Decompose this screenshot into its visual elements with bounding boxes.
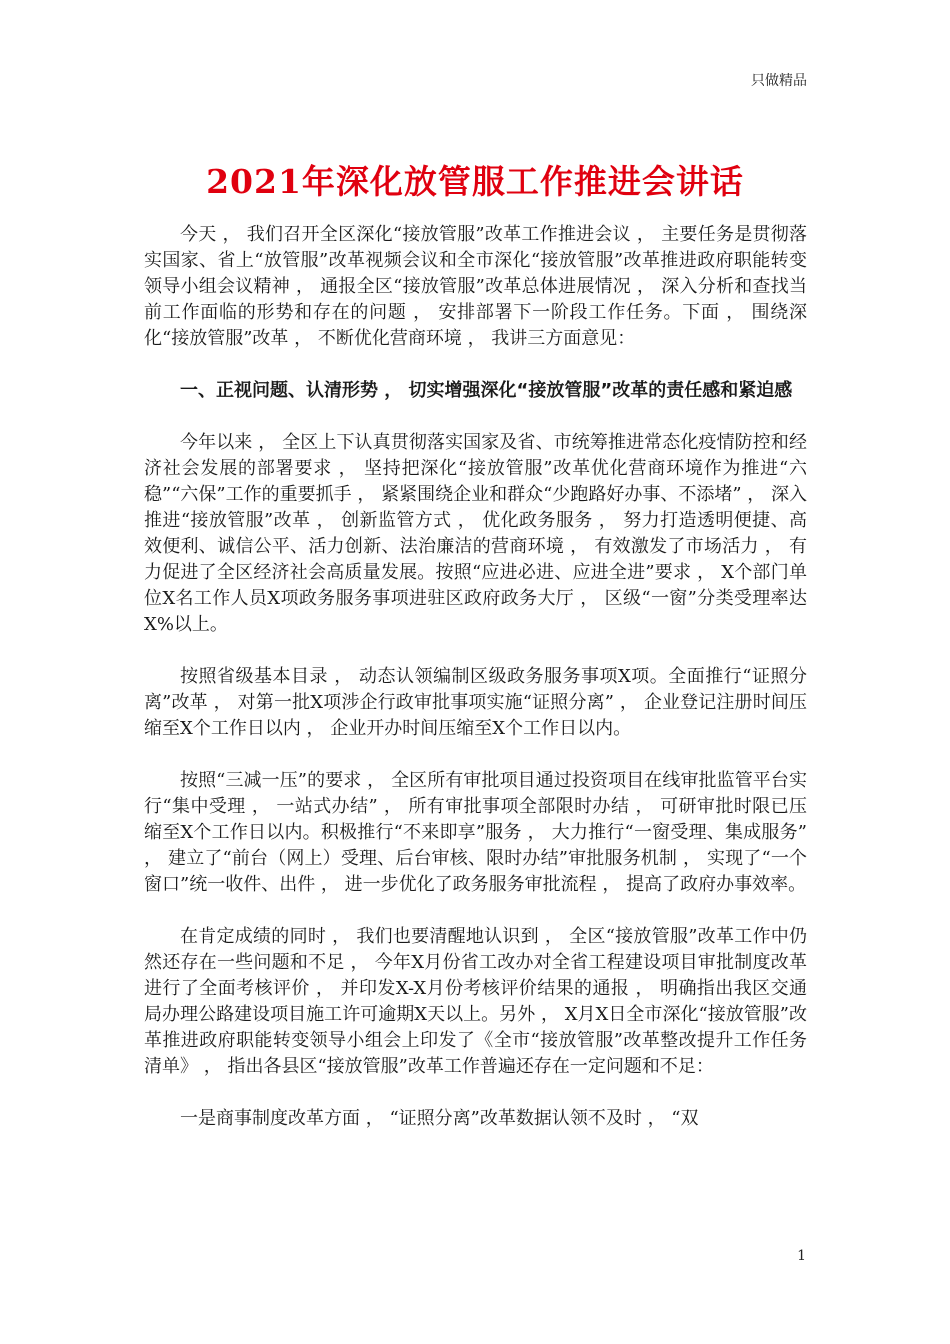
intro-paragraph: 今天 ， 我们召开全区深化“接放管服”改革工作推进会议 ， 主要任务是贯彻落实国家、省上“放管服”改革视频会议和全市深化“接放管服”改革推进政府职能转变领导小组会议精神 ， 通报全区“接放管服”改革总体进展情况 ， 深入分析和查找当前工作面临的形势和存在的问题 ， 安排部署下一阶段工作任务。下面 ， 围绕深化“接放管服”改革 ， 不断优化营商环境 ， 我讲三方面意见： — [144, 224, 807, 349]
body-paragraph: 在肯定成绩的同时 ， 我们也要清醒地认识到 ， 全区“接放管服”改革工作中仍然还存在一些问题和不足 ， 今年X月份省工改办对全省工程建设项目审批制度改革进行了全面考核评价 ， 并印发X-X月份考核评价结果的通报 ， 明确指出我区交通局办理公路建设项目施工许可逾期X天以上。另外 ， X月X日全市深化“接放管服”改革推进政府职能转变领导小组会上印发了《全市“接放管服”改革整改提升工作任务清单》 ， 指出各县区“接放管服”改革工作普遍还存在一定问题和不足： — [144, 926, 807, 1077]
header-note: 只做精品 — [751, 73, 807, 89]
page-number: 1 — [797, 1248, 806, 1264]
document-title: 2021年深化放管服工作推进会讲话 — [206, 162, 744, 201]
body-paragraph: 今年以来 ， 全区上下认真贯彻落实国家及省、市统筹推进常态化疫情防控和经济社会发展的部署要求 ， 坚持把深化“接放管服”改革优化营商环境作为推进“六稳”“六保”工作的重要抓手 ， 紧紧围绕企业和群众“少跑路好办事、不添堵” ， 深入推进“接放管服”改革 ， 创新监管方式 ， 优化政务服务 ， 努力打造透明便捷、高效便利、诚信公平、活力创新、法治廉洁的营商环境 ， 有效激发了市场活力 ， 有力促进了全区经济社会高质量发展。按照“应进必进、应进全进”要求 ， X个部门单位X名工作人员X项政务服务事项进驻区政府政务大厅 ， 区级“一窗”分类受理率达X%以上。 — [144, 432, 807, 635]
section-heading: 一、正视问题、认清形势 ， 切实增强深化“接放管服”改革的责任感和紧迫感 — [180, 380, 793, 401]
document-body — [144, 222, 807, 1158]
body-paragraph: 按照“三减一压”的要求 ， 全区所有审批项目通过投资项目在线审批监管平台实行“集中受理 ， 一站式办结” ， 所有审批事项全部限时办结 ， 可研审批时限已压缩至X个工作日以内。积极推行“不来即享”服务 ， 大力推行“一窗受理、集成服务” ， 建立了“前台（网上）受理、后台审核、限时办结”审批服务机制 ， 实现了“一个窗口”统一收件、出件 ， 进一步优化了政务服务审批流程 ， 提高了政府办事效率。 — [144, 770, 807, 895]
body-paragraph: 按照省级基本目录 ， 动态认领编制区级政务服务事项X项。全面推行“证照分离”改革 ， 对第一批X项涉企行政审批事项实施“证照分离” ， 企业登记注册时间压缩至X个工作日以内 ， 企业开办时间压缩至X个工作日以内。 — [144, 666, 807, 739]
body-paragraph: 一是商事制度改革方面 ， “证照分离”改革数据认领不及时 ， “双 — [180, 1108, 699, 1129]
